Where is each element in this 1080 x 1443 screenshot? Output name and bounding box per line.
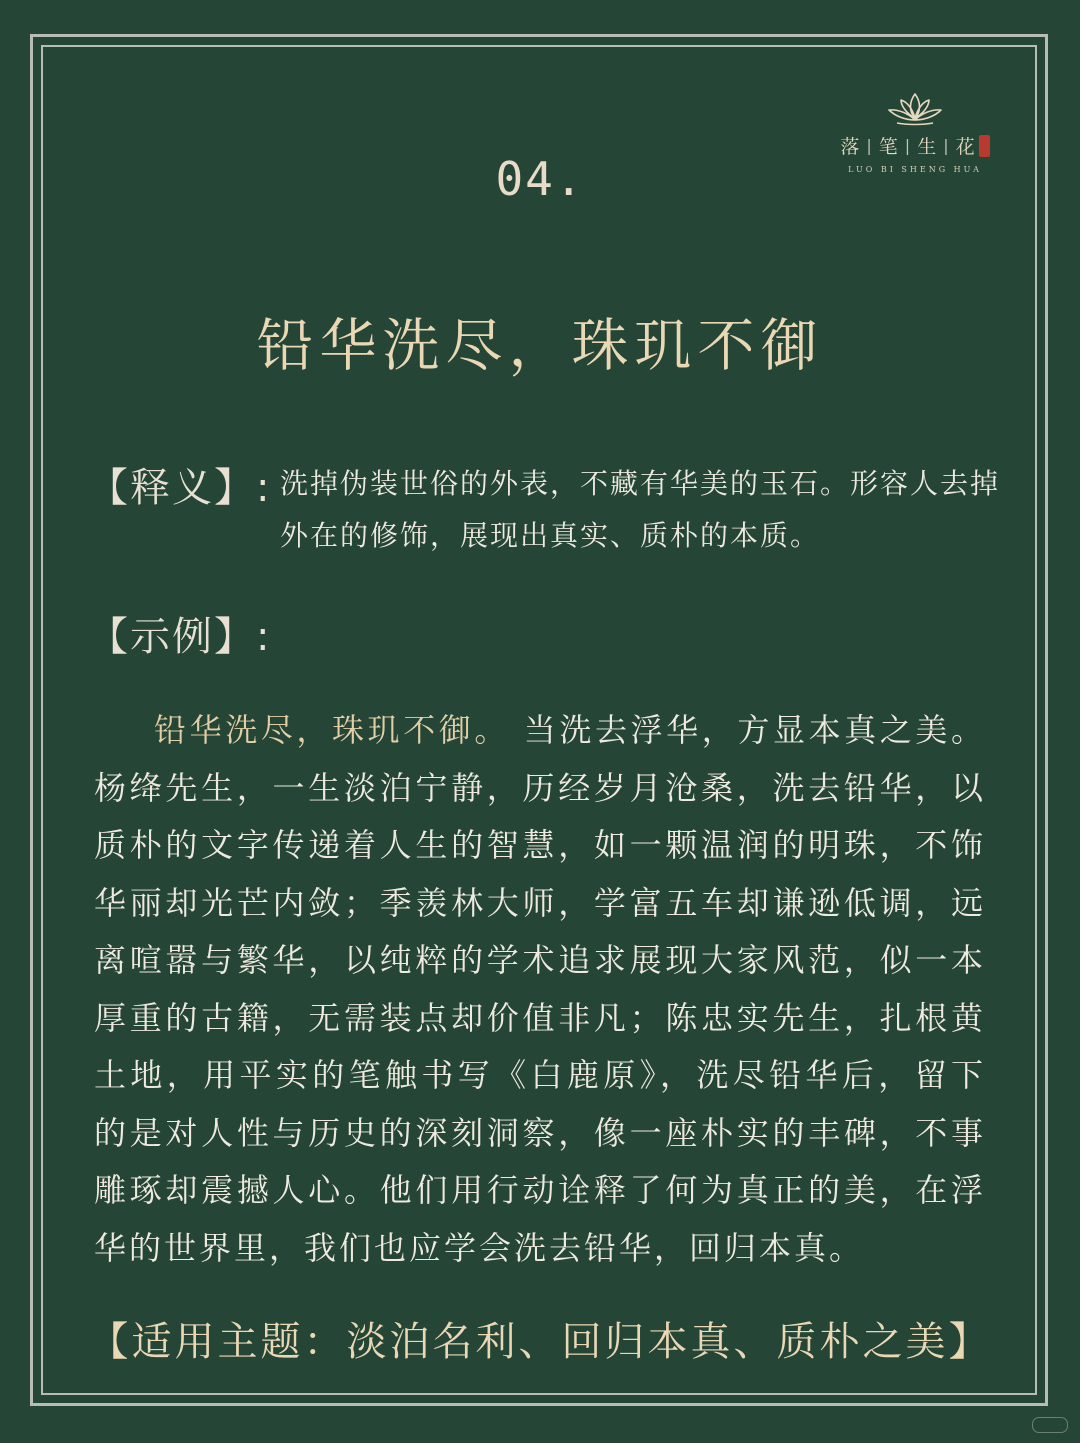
logo-separator: | — [866, 136, 873, 155]
section-number: 04. — [495, 152, 585, 206]
example-label: 【示例】: — [88, 614, 272, 660]
logo-char-2: 笔 — [878, 136, 899, 158]
logo-separator: | — [943, 136, 950, 155]
page-title: 铅华洗尽，珠玑不御 — [256, 313, 824, 379]
logo-char-3: 生 — [917, 136, 938, 158]
example-paragraph — [94, 702, 986, 1277]
logo-char-4: 花 — [955, 136, 976, 158]
definition-label: 【释义】: — [88, 465, 272, 511]
lotus-icon — [883, 90, 947, 126]
logo-pinyin: LUO BI SHENG HUA — [848, 165, 982, 174]
logo-char-1: 落 — [840, 136, 861, 158]
example-highlight: 铅华洗尽，珠玑不御。 — [154, 711, 510, 749]
example-body: 当洗去浮华，方显本真之美。杨绛先生，一生淡泊宁静，历经岁月沧桑，洗去铅华，以质朴的文字传递着人生的智慧，如一颗温润的明珠，不饰华丽却光芒内敛；季羡林大师，学富五车却谦逊低调，远离喧嚣与繁华，以纯粹的学术追求展现大家风范，似一本厚重的古籍，无需装点却价值非凡；陈忠实先生，扎根黄土地，用平实的笔触书写《白鹿原》，洗尽铅华后，留下的是对人性与历史的深刻洞察，像一座朴实的丰碑，不事雕琢却震撼人心。他们用行动诠释了何为真正的美，在浮华的世界里，我们也应学会洗去铅华，回归本真。 — [94, 711, 986, 1267]
definition-text: 洗掉伪装世俗的外表，不藏有华美的玉石。形容人去掉外在的修饰，展现出真实、质朴的本质。 — [280, 467, 1001, 552]
applicable-themes: 【适用主题：淡泊名利、回归本真、质朴之美】 — [88, 1319, 992, 1365]
watermark-badge — [1032, 1417, 1068, 1433]
logo-separator: | — [904, 136, 912, 155]
